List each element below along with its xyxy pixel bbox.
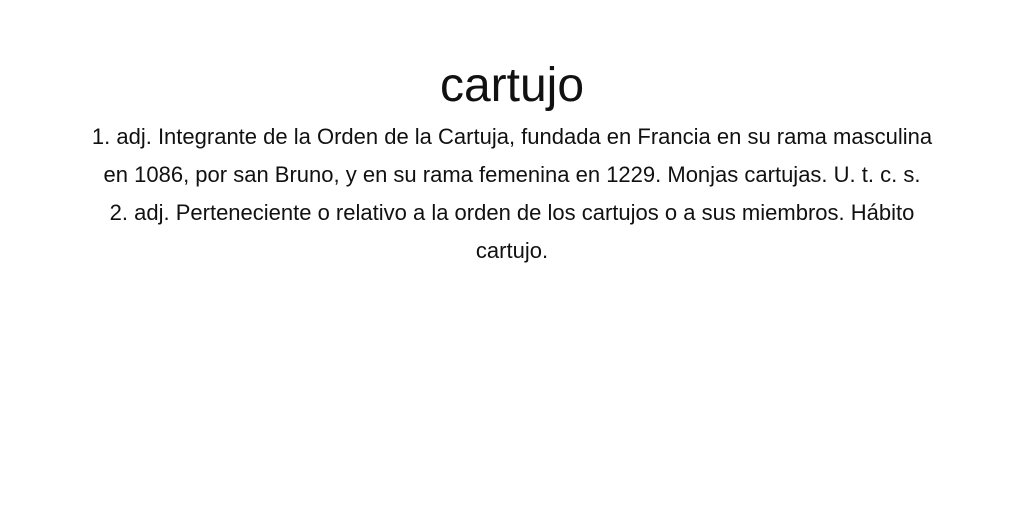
- definition-1: 1. adj. Integrante de la Orden de la Cartuja, fundada en Francia en su rama masculina en 1086, por san Bruno, y en su rama femenina en 1229. Monjas cartujas. U. t. c. s.: [91, 124, 933, 187]
- dictionary-entry-card: [80, 56, 944, 270]
- definitions-list: [80, 118, 944, 270]
- headword: cartujo: [439, 59, 585, 112]
- definition-2: 2. adj. Perteneciente o relativo a la orden de los cartujos o a sus miembros. Hábito cartujo.: [109, 200, 915, 263]
